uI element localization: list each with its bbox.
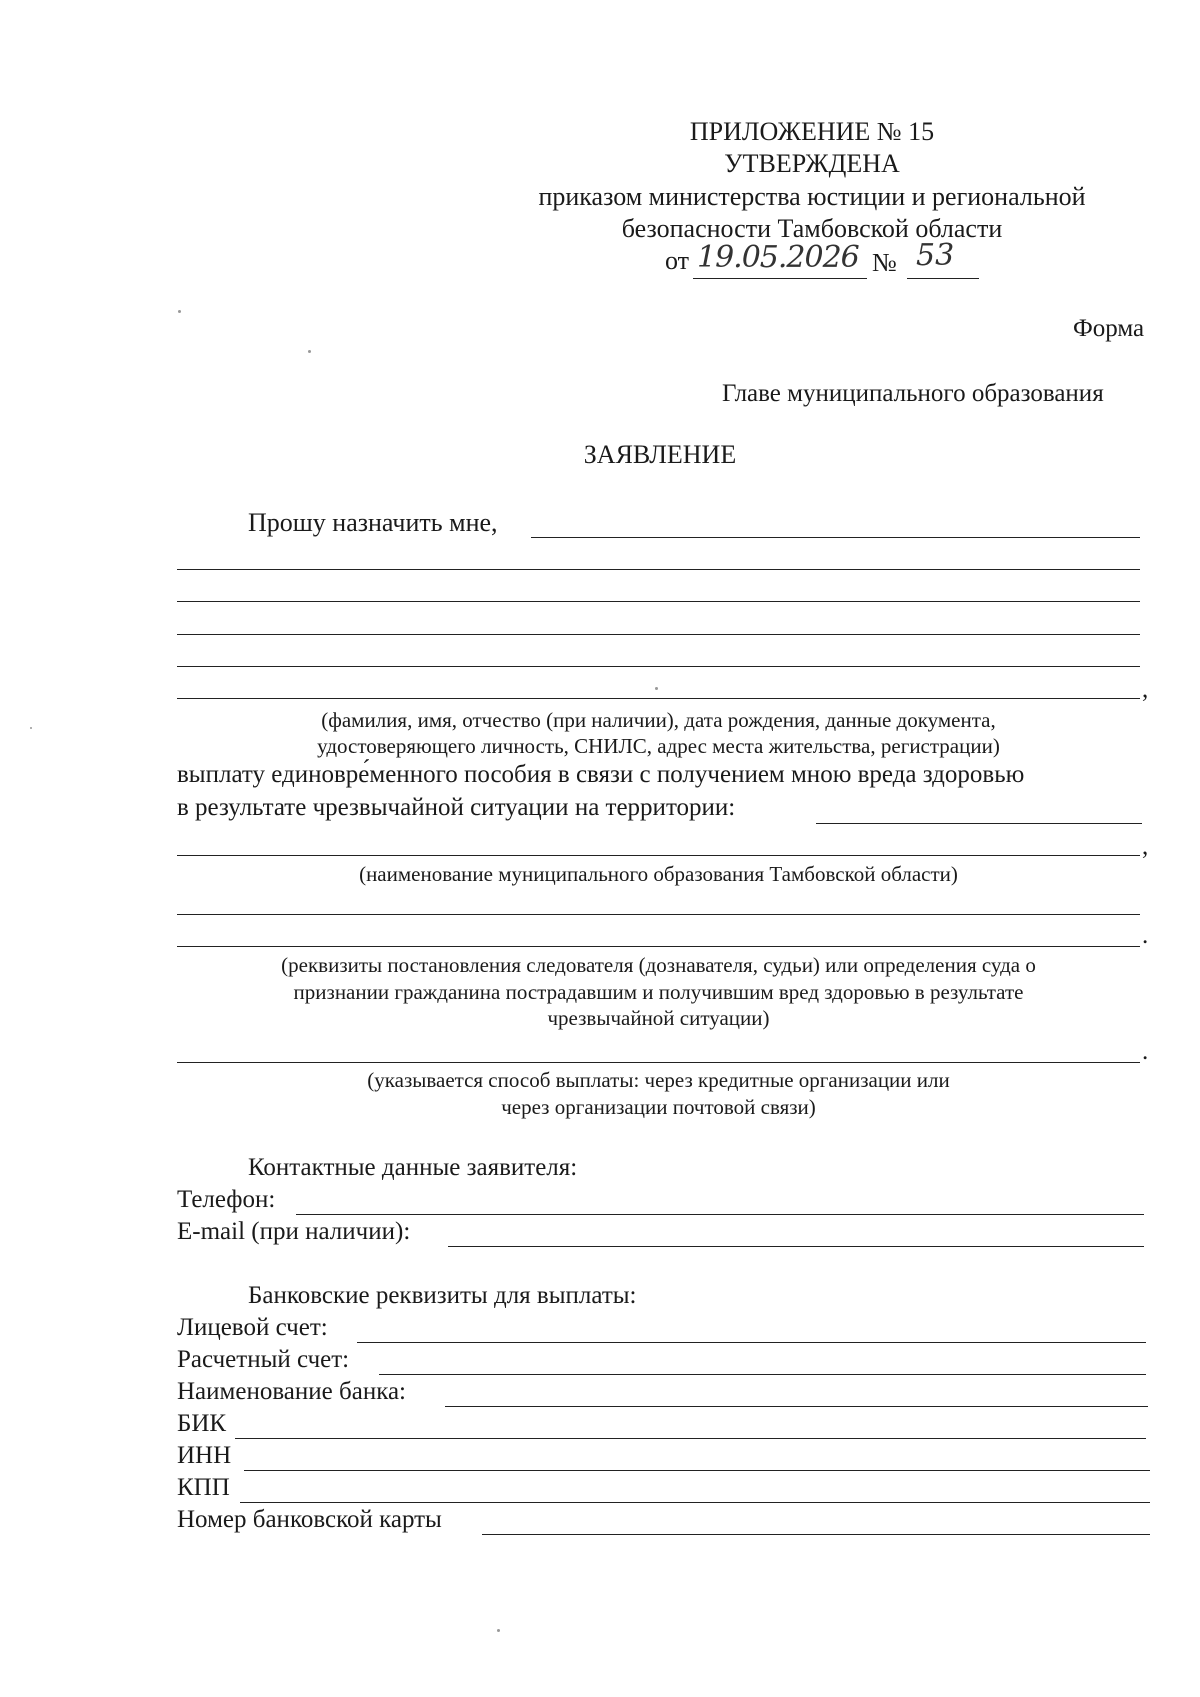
requisites-hint-2: признании гражданина пострадавшим и получившим вред здоровью в результате [293, 980, 1024, 1004]
email-label: E-mail (при наличии): [177, 1218, 411, 1245]
order-line-1: приказом министерства юстиции и региональной [538, 182, 1086, 211]
applicant-field-line-3[interactable] [177, 601, 1140, 602]
requisites-field-line-1[interactable] [177, 914, 1140, 915]
territory-hint: (наименование муниципального образования Тамбовской области) [359, 862, 958, 886]
requisites-hint-1: (реквизиты постановления следователя (дознавателя, судьи) или определения суда о [281, 953, 1036, 977]
scan-speck [497, 1629, 500, 1632]
applicant-field-line-5[interactable] [177, 666, 1140, 667]
order-line-2: безопасности Тамбовской области [621, 214, 1003, 243]
applicant-hint-1: (фамилия, имя, отчество (при наличии), дата рождения, данные документа, [321, 708, 996, 732]
territory-field-line-1[interactable] [816, 823, 1142, 824]
request-lead: Прошу назначить мне, [248, 508, 498, 537]
scan-speck [178, 310, 181, 313]
order-date-signature: 19.05.2026 [697, 240, 859, 275]
payment-method-hint-2: через организации почтовой связи) [501, 1095, 816, 1119]
requisites-period: . [1142, 922, 1149, 949]
kpp-label: КПП [177, 1474, 230, 1501]
contacts-heading: Контактные данные заявителя: [248, 1154, 578, 1181]
applicant-comma: , [1142, 676, 1149, 703]
order-number-label: № [872, 248, 897, 277]
order-number-line [907, 278, 979, 279]
inn-label: ИНН [177, 1442, 232, 1469]
order-number-signature: 53 [916, 238, 955, 273]
requisites-hint-3: чрезвычайной ситуации) [547, 1006, 770, 1030]
addressee: Главе муниципального образования [722, 380, 1104, 407]
order-date-line [693, 278, 867, 279]
scan-speck [30, 727, 32, 729]
phone-field-line[interactable] [296, 1214, 1144, 1215]
personal-account-field-line[interactable] [357, 1342, 1146, 1343]
bank-name-label: Наименование банка: [177, 1378, 407, 1405]
kpp-field-line[interactable] [240, 1502, 1150, 1503]
scan-speck [308, 350, 311, 353]
territory-field-line-2[interactable] [177, 855, 1140, 856]
email-field-line[interactable] [448, 1246, 1144, 1247]
card-number-label: Номер банковской карты [177, 1506, 442, 1533]
settlement-account-field-line[interactable] [379, 1374, 1146, 1375]
payment-method-hint-1: (указывается способ выплаты: через кредитные организации или [367, 1068, 950, 1092]
settlement-account-label: Расчетный счет: [177, 1346, 350, 1373]
applicant-hint-2: удостоверяющего личность, СНИЛС, адрес места жительства, регистрации) [317, 734, 1000, 758]
order-date-label: от [665, 246, 690, 275]
requisites-field-line-2[interactable] [177, 946, 1140, 947]
inn-field-line[interactable] [244, 1470, 1150, 1471]
document-title: ЗАЯВЛЕНИЕ [583, 440, 737, 469]
applicant-field-line-1[interactable] [531, 537, 1140, 538]
phone-label: Телефон: [177, 1186, 276, 1213]
payment-method-period: . [1142, 1038, 1149, 1065]
personal-account-label: Лицевой счет: [177, 1314, 328, 1341]
approved-label: УТВЕРЖДЕНА [724, 149, 900, 178]
territory-comma: , [1142, 833, 1149, 860]
appendix-number: ПРИЛОЖЕНИЕ № 15 [689, 117, 935, 146]
bank-name-field-line[interactable] [445, 1406, 1148, 1407]
payment-method-field-line[interactable] [177, 1062, 1140, 1063]
form-label: Форма [1073, 315, 1145, 342]
bank-heading: Банковские реквизиты для выплаты: [248, 1282, 637, 1309]
payment-text-1: выплату единовре́менного пособия в связи с получением мною вреда здоровью [177, 761, 1025, 788]
applicant-field-line-4[interactable] [177, 634, 1140, 635]
applicant-field-line-2[interactable] [177, 569, 1140, 570]
bik-label: БИК [177, 1410, 227, 1437]
bik-field-line[interactable] [235, 1438, 1146, 1439]
card-number-field-line[interactable] [482, 1534, 1150, 1535]
applicant-field-line-6[interactable] [177, 698, 1140, 699]
scan-speck [655, 687, 658, 690]
payment-text-2: в результате чрезвычайной ситуации на территории: [177, 794, 736, 821]
